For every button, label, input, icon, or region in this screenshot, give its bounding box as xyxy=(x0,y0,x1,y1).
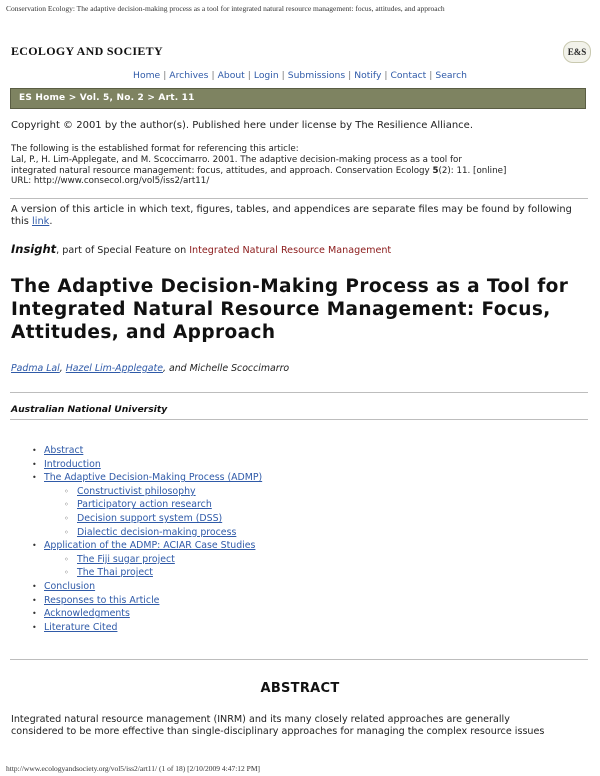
nav-separator: | xyxy=(211,70,215,81)
toc-link[interactable]: Acknowledgments xyxy=(44,608,130,620)
version-note-end: . xyxy=(49,216,53,227)
abstract-line: Integrated natural resource management (INRM) and its many closely related approaches are generally xyxy=(11,714,510,725)
nav-link-about[interactable]: About xyxy=(217,70,245,81)
nav-separator: | xyxy=(281,70,285,81)
insight-line xyxy=(11,244,391,257)
toc-link[interactable]: Introduction xyxy=(44,458,101,470)
citation-volume: 5 xyxy=(432,165,439,176)
top-navigation xyxy=(0,70,600,81)
toc-link[interactable]: Dialectic decision-making process xyxy=(77,526,237,538)
toc-link[interactable]: Participatory action research xyxy=(77,499,212,511)
toc-link[interactable]: Application of the ADMP: ACIAR Case Studies xyxy=(44,540,256,552)
bullet-icon: • xyxy=(32,473,37,483)
citation-line xyxy=(11,166,591,177)
nav-link-login[interactable]: Login xyxy=(253,70,279,81)
citation-line: Lal, P., H. Lim-Applegate, and M. Scoccimarro. 2001. The adaptive decision-making process as a tool for xyxy=(11,154,462,165)
toc-link[interactable]: The Thai project xyxy=(77,567,153,579)
sub-bullet-icon: ◦ xyxy=(64,527,69,537)
sub-bullet-icon: ◦ xyxy=(64,514,69,523)
author-link-lim-applegate[interactable]: Hazel Lim-Applegate xyxy=(65,363,163,374)
special-feature-link[interactable]: Integrated Natural Resource Management xyxy=(189,245,392,256)
nav-separator: | xyxy=(163,70,167,81)
authors xyxy=(11,363,289,375)
citation-block xyxy=(11,144,591,187)
sub-bullet-icon: ◦ xyxy=(64,500,69,510)
article-title: The Adaptive Decision-Making Process as a Tool for Integrated Natural Resource Management: Focus, Attitudes, and Approach xyxy=(11,276,569,343)
version-note xyxy=(11,204,591,228)
sub-bullet-icon: ◦ xyxy=(64,568,69,578)
insight-mid: , part of Special Feature on xyxy=(56,245,190,256)
print-header: Conservation Ecology: The adaptive decision-making process as a tool for integrated natural resource management: focus, attitudes, and approach xyxy=(6,4,445,13)
version-note-text: A version of this article in which text, figures, tables, and appendices are separate files may be found by following this xyxy=(11,204,572,227)
citation-intro: The following is the established format for referencing this article: xyxy=(11,144,299,154)
nav-separator: | xyxy=(247,70,251,81)
toc-link[interactable]: Abstract xyxy=(44,445,84,456)
toc-link[interactable]: The Fiji sugar project xyxy=(77,553,175,565)
abstract-line: considered to be more effective than single-disciplinary approaches for managing the complex resource issues xyxy=(11,726,545,738)
toc-link[interactable]: Literature Cited xyxy=(44,621,118,633)
journal-title[interactable]: ECOLOGY AND SOCIETY xyxy=(11,44,163,58)
abstract-heading: ABSTRACT xyxy=(260,681,340,696)
toc-link[interactable]: Decision support system (DSS) xyxy=(77,513,223,524)
toc-link[interactable]: The Adaptive Decision-Making Process (ADMP) xyxy=(44,472,263,484)
breadcrumb[interactable]: ES Home > Vol. 5, No. 2 > Art. 11 xyxy=(10,88,586,109)
insight-label: Insight xyxy=(11,242,57,256)
bullet-icon: • xyxy=(32,609,37,619)
journal-logo[interactable]: E&S xyxy=(563,41,591,63)
version-link[interactable]: link xyxy=(32,216,50,227)
divider xyxy=(10,198,588,199)
bullet-icon: • xyxy=(32,541,37,551)
citation-text: integrated natural resource management: focus, attitudes, and approach. Conservation Ecology xyxy=(11,165,433,176)
author-link-lal[interactable]: Padma Lal xyxy=(11,363,60,374)
nav-separator: | xyxy=(429,70,433,81)
nav-link-archives[interactable]: Archives xyxy=(169,70,209,81)
toc-link[interactable]: Constructivist philosophy xyxy=(77,485,196,497)
nav-link-search[interactable]: Search xyxy=(435,70,467,81)
divider xyxy=(10,659,588,660)
bullet-icon: • xyxy=(32,582,37,591)
bullet-icon: • xyxy=(32,446,37,455)
divider xyxy=(10,419,588,420)
nav-link-notify[interactable]: Notify xyxy=(354,70,382,81)
print-footer: http://www.ecologyandsociety.org/vol5/iss2/art11/ (1 of 18) [2/10/2009 4:47:12 PM] xyxy=(6,764,261,773)
bullet-icon: • xyxy=(32,622,37,632)
bullet-icon: • xyxy=(32,595,37,605)
author-sep: , xyxy=(59,363,66,374)
copyright-notice: Copyright © 2001 by the author(s). Published here under license by The Resilience Alliance. xyxy=(11,120,474,131)
nav-link-submissions[interactable]: Submissions xyxy=(287,70,346,81)
nav-separator: | xyxy=(348,70,352,81)
sub-bullet-icon: ◦ xyxy=(64,554,69,564)
bullet-icon: • xyxy=(32,459,37,469)
citation-url: URL: http://www.consecol.org/vol5/iss2/art11/ xyxy=(11,176,210,187)
toc-link[interactable]: Conclusion xyxy=(44,581,96,592)
nav-link-home[interactable]: Home xyxy=(133,70,161,81)
citation-issue: (2): 11. [online] xyxy=(438,165,507,176)
toc-link[interactable]: Responses to this Article xyxy=(44,594,160,606)
sub-bullet-icon: ◦ xyxy=(64,486,69,496)
divider xyxy=(10,392,588,393)
abstract-body xyxy=(11,714,591,739)
author-rest: , and Michelle Scoccimarro xyxy=(163,363,290,374)
affiliation: Australian National University xyxy=(11,404,168,415)
nav-separator: | xyxy=(384,70,388,81)
nav-link-contact[interactable]: Contact xyxy=(390,70,427,81)
